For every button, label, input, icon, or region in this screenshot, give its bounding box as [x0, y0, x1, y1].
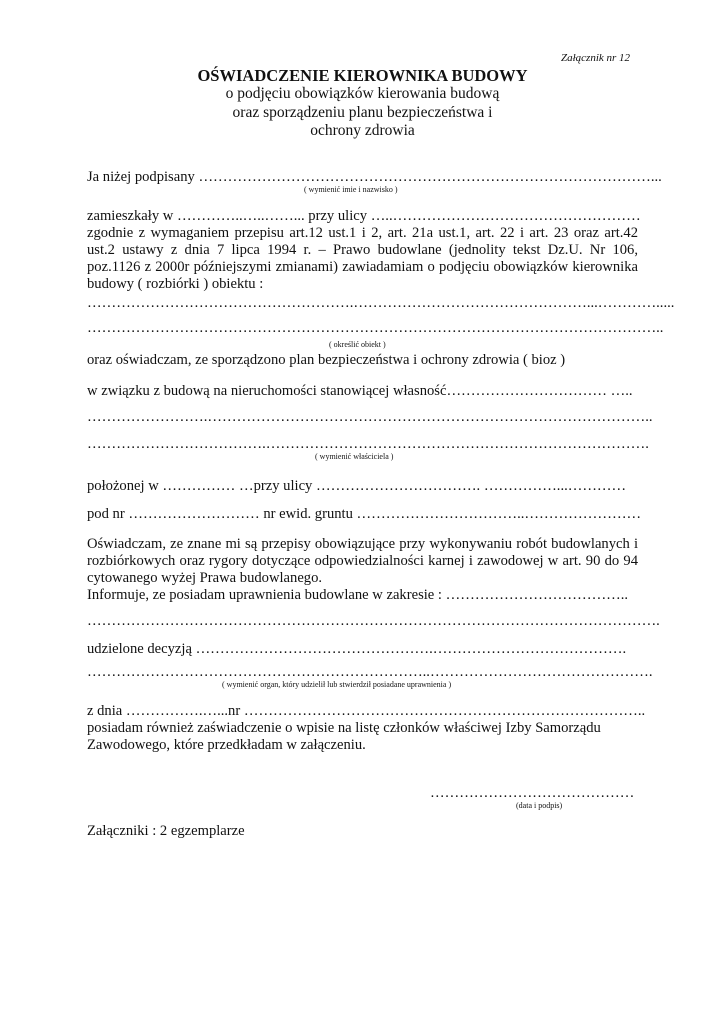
date-number-field-line: z dnia …………….…...nr ………………………………………………………………………..	[87, 703, 646, 719]
declaration-line-1: Oświadczam, ze znane mi są przepisy obowiązujące przy wykonywaniu robót budowlanych i	[87, 536, 638, 552]
permits-field-line: Informuje, ze posiadam uprawnienia budowlane w zakresie : ………………………………..	[87, 587, 629, 603]
document-title: OŚWIADCZENIE KIEROWNIKA BUDOWY	[197, 66, 528, 85]
signature-dots-line: ……………………………………	[430, 785, 635, 801]
permits-dots-line: ……………………………………………………………………………………………………….	[87, 613, 660, 629]
object-field-hint: ( określić obiekt )	[329, 340, 386, 349]
law-text-line-2: ust.2 ustawy z dnia 7 lipca 1994 r. – Prawo budowlane (jednolity tekst Dz.U. Nr 106,	[87, 242, 638, 258]
owner-dots-line-1: …………………….………………………………………………………………………………..	[87, 409, 653, 425]
law-text-line-3: poz.1126 z 2000r późniejszymi zmianami) zawiadamiam o podjęciu obowiązków kierownika	[87, 259, 638, 275]
object-dots-line-1: ……………………………………………….…………………………………………...………….....	[87, 295, 675, 311]
chamber-statement-line-1: posiadam również zaświadczenie o wpisie na listę członków właściwej Izby Samorządu	[87, 720, 601, 736]
decision-dots-line: ……………………………………………………………..……………………………………….	[87, 664, 653, 680]
document-subtitle-line-3: ochrony zdrowia	[310, 122, 415, 139]
annex-number: Załącznik nr 12	[561, 52, 631, 64]
property-field-line: w związku z budową na nieruchomości stanowiącej własność…………………………… …..	[87, 383, 633, 399]
address-field-line: zamieszkały w …………..…..……... przy ulicy …..……………………………………………	[87, 208, 641, 224]
name-field-hint: ( wymienić imie i nazwisko )	[304, 185, 398, 194]
document-subtitle-line-1: o podjęciu obowiązków kierowania budową	[225, 85, 500, 102]
name-field-line: Ja niżej podpisany …………………………………………………………………………………...	[87, 169, 662, 185]
attachments-note: Załączniki : 2 egzemplarze	[87, 823, 245, 839]
bioz-statement: oraz oświadczam, ze sporządzono plan bezpieczeństwa i ochrony zdrowia ( bioz )	[87, 352, 566, 368]
law-text-line-1: zgodnie z wymaganiem przepisu art.12 ust.1 i 2, art. 21a ust.1, art. 22 i art. 23 oraz art.42	[87, 225, 638, 241]
owner-field-hint: ( wymienić właściciela )	[315, 452, 394, 461]
decision-field-line: udzielone decyzją ………………………………………….………………………………….	[87, 641, 627, 657]
location-field-line: położonej w …………… …przy ulicy ……………………………. ……………...…………	[87, 478, 627, 494]
object-dots-line-2: ………………………………………………………………………………………………………..	[87, 320, 664, 336]
plot-field-line: pod nr ……………………… nr ewid. gruntu ……………………………..……………………	[87, 506, 642, 522]
chamber-statement-line-2: Zawodowego, które przedkładam w załączeniu.	[87, 737, 366, 753]
law-text-line-4: budowy ( rozbiórki ) obiektu :	[87, 276, 264, 292]
decision-field-hint: ( wymienić organ, który udzielił lub stwierdził posiadane uprawnienia )	[222, 680, 452, 689]
declaration-line-2: rozbiórkowych oraz rygory dotyczące odpowiedzialności karnej i zawodowej w art. 90 do 94	[87, 553, 638, 569]
signature-hint: (data i podpis)	[516, 801, 563, 810]
declaration-line-3: cytowanego wyżej Prawa budowlanego.	[87, 570, 323, 586]
owner-dots-line-2: ……………………………….…………………………………………………………………….	[87, 436, 649, 452]
document-subtitle-line-2: oraz sporządzeniu planu bezpieczeństwa i	[232, 104, 493, 121]
